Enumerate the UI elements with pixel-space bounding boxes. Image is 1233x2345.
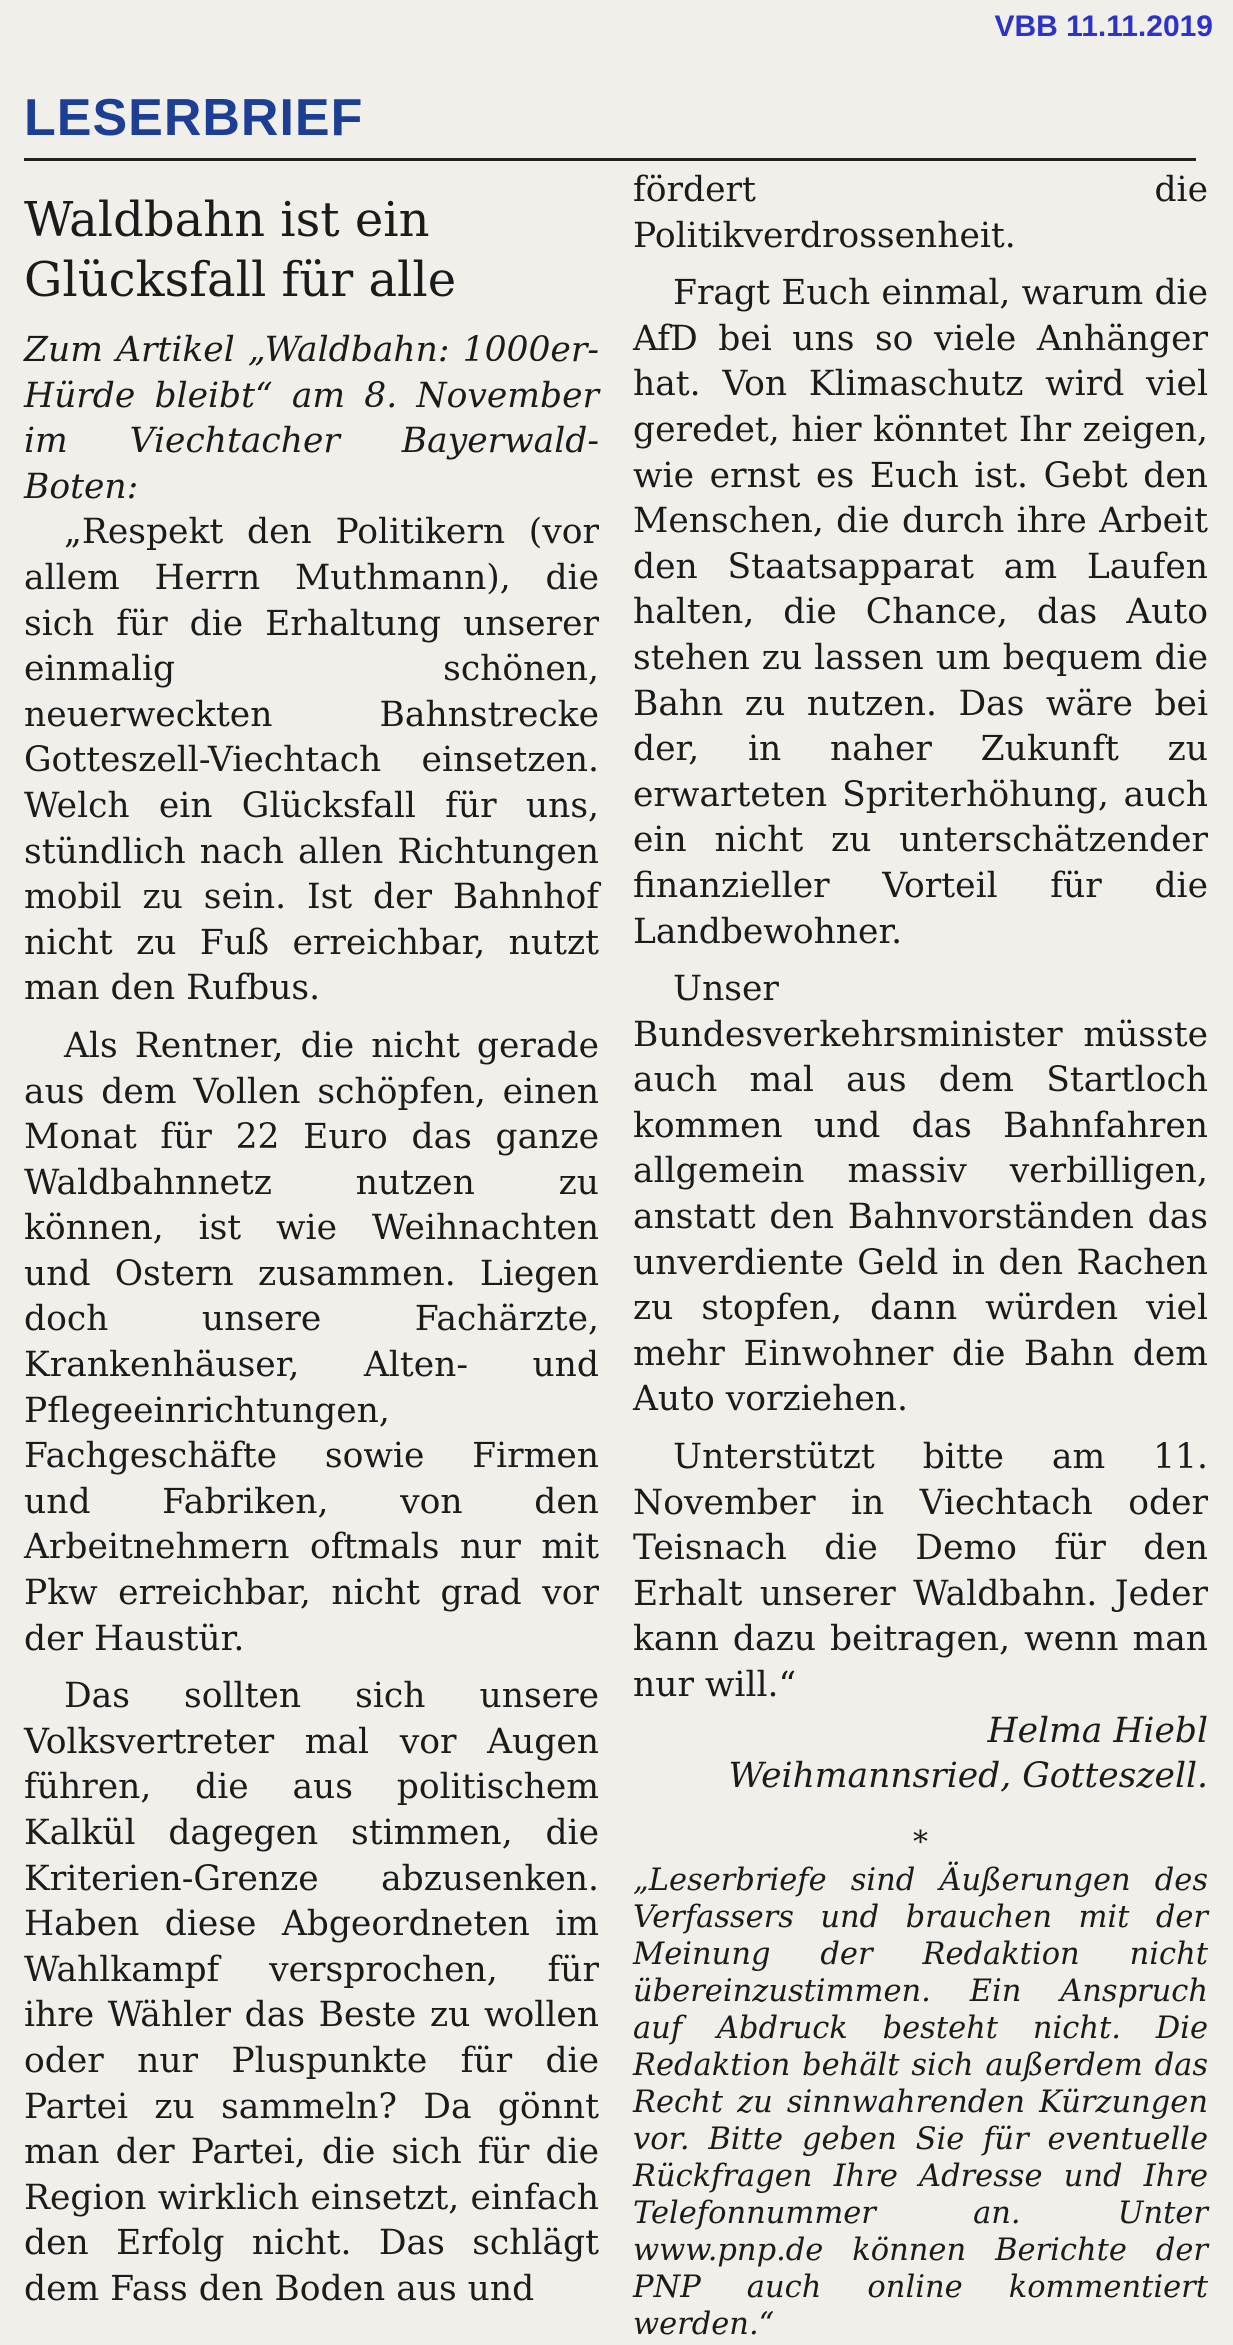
author-name: Helma Hiebl — [987, 1710, 1208, 1751]
separator: * — [913, 1824, 928, 1860]
paragraph: Unser Bundesverkehrsminister müsste auch mal aus dem Startloch kommen und das Bahnfahren allgemein massiv verbilligen, anstatt den Bahnvorständen das unverdiente Geld in den Rachen zu stopfen, dann würden viel mehr Einwohner die Bahn dem Auto vorziehen. — [633, 969, 1208, 1420]
editorial-disclaimer: „Leserbriefe sind Äußerungen des Verfassers und brauchen mit der Meinung der Redaktion nicht übereinzustimmen. Ein Anspruch auf Abdruck besteht nicht. Die Redaktion behält sich außerdem das Recht zu sinnwahrenden Kürzungen vor. Bitte geben Sie für eventuelle Rückfragen Ihre Adresse und Ihre Telefonnummer an. Unter www.pnp.de können Berichte der PNP auch online kommentiert werden.“ — [633, 1862, 1208, 2342]
column-left — [24, 168, 599, 2313]
intro-line: Zum Artikel „Waldbahn: 1000er-Hürde bleibt“ am 8. November im Viechtacher Bayerwald-Boten: — [24, 330, 599, 507]
paragraph: Das sollten sich unsere Volksvertreter mal vor Augen führen, die aus politischem Kalkül dagegen stimmen, die Kriterien-Grenze abzusenken. Haben diese Abgeordneten im Wahlkampf versprochen, für ihre Wähler das Beste zu wollen oder nur Pluspunkte für die Partei zu sammeln? Da gönnt man der Partei, die sich für die Region wirklich einsetzt, einfach den Erfolg nicht. Das schlägt dem Fass den Boden aus und — [24, 1676, 599, 2309]
paragraph: Fragt Euch einmal, warum die AfD bei uns so viele Anhänger hat. Von Klimaschutz wird viel geredet, hier könntet Ihr zeigen, wie ernst es Euch ist. Gebt den Menschen, die durch ihre Arbeit den Staatsapparat am Laufen halten, die Chance, das Auto stehen zu lassen um bequem die Bahn zu nutzen. Das wäre bei der, in naher Zukunft zu erwarteten Spriterhöhung, auch ein nicht zu unterschätzender finanzieller Vorteil für die Landbewohner. — [633, 273, 1208, 952]
paragraph: „Respekt den Politikern (vor allem Herrn Muthmann), die sich für die Erhaltung unserer einmalig schönen, neuerweckten Bahnstrecke Gotteszell-Viechtach einsetzen. Welch ein Glücksfall für uns, stündlich nach allen Richtungen mobil zu sein. Ist der Bahnhof nicht zu Fuß erreichbar, nutzt man den Rufbus. — [24, 512, 599, 1009]
headline: Waldbahn ist ein Glücksfall für alle — [24, 192, 457, 308]
author-place: Weihmannsried, Gotteszell. — [728, 1756, 1208, 1797]
paragraph-continuation: fördert die Politikverdrossenheit. — [633, 170, 1208, 256]
section-rubric: LESERBRIEF — [24, 89, 364, 147]
header-rule — [24, 158, 1196, 161]
column-right — [633, 168, 1208, 2343]
date-stamp: VBB 11.11.2019 — [994, 10, 1213, 43]
paragraph: Als Rentner, die nicht gerade aus dem Vollen schöpfen, einen Monat für 22 Euro das ganze Waldbahnnetz nutzen zu können, ist wie Weihnachten und Ostern zusammen. Liegen doch unsere Fachärzte, Krankenhäuser, Alten- und Pflegeeinrichtungen, Fachgeschäfte sowie Firmen und Fabriken, von den Arbeitnehmern oftmals nur mit Pkw erreichbar, nicht grad vor der Haustür. — [24, 1025, 599, 1659]
paragraph: Unterstützt bitte am 11. November in Viechtach oder Teisnach die Demo für den Erhalt unserer Waldbahn. Jeder kann dazu beitragen, wenn man nur will.“ — [633, 1437, 1208, 1705]
